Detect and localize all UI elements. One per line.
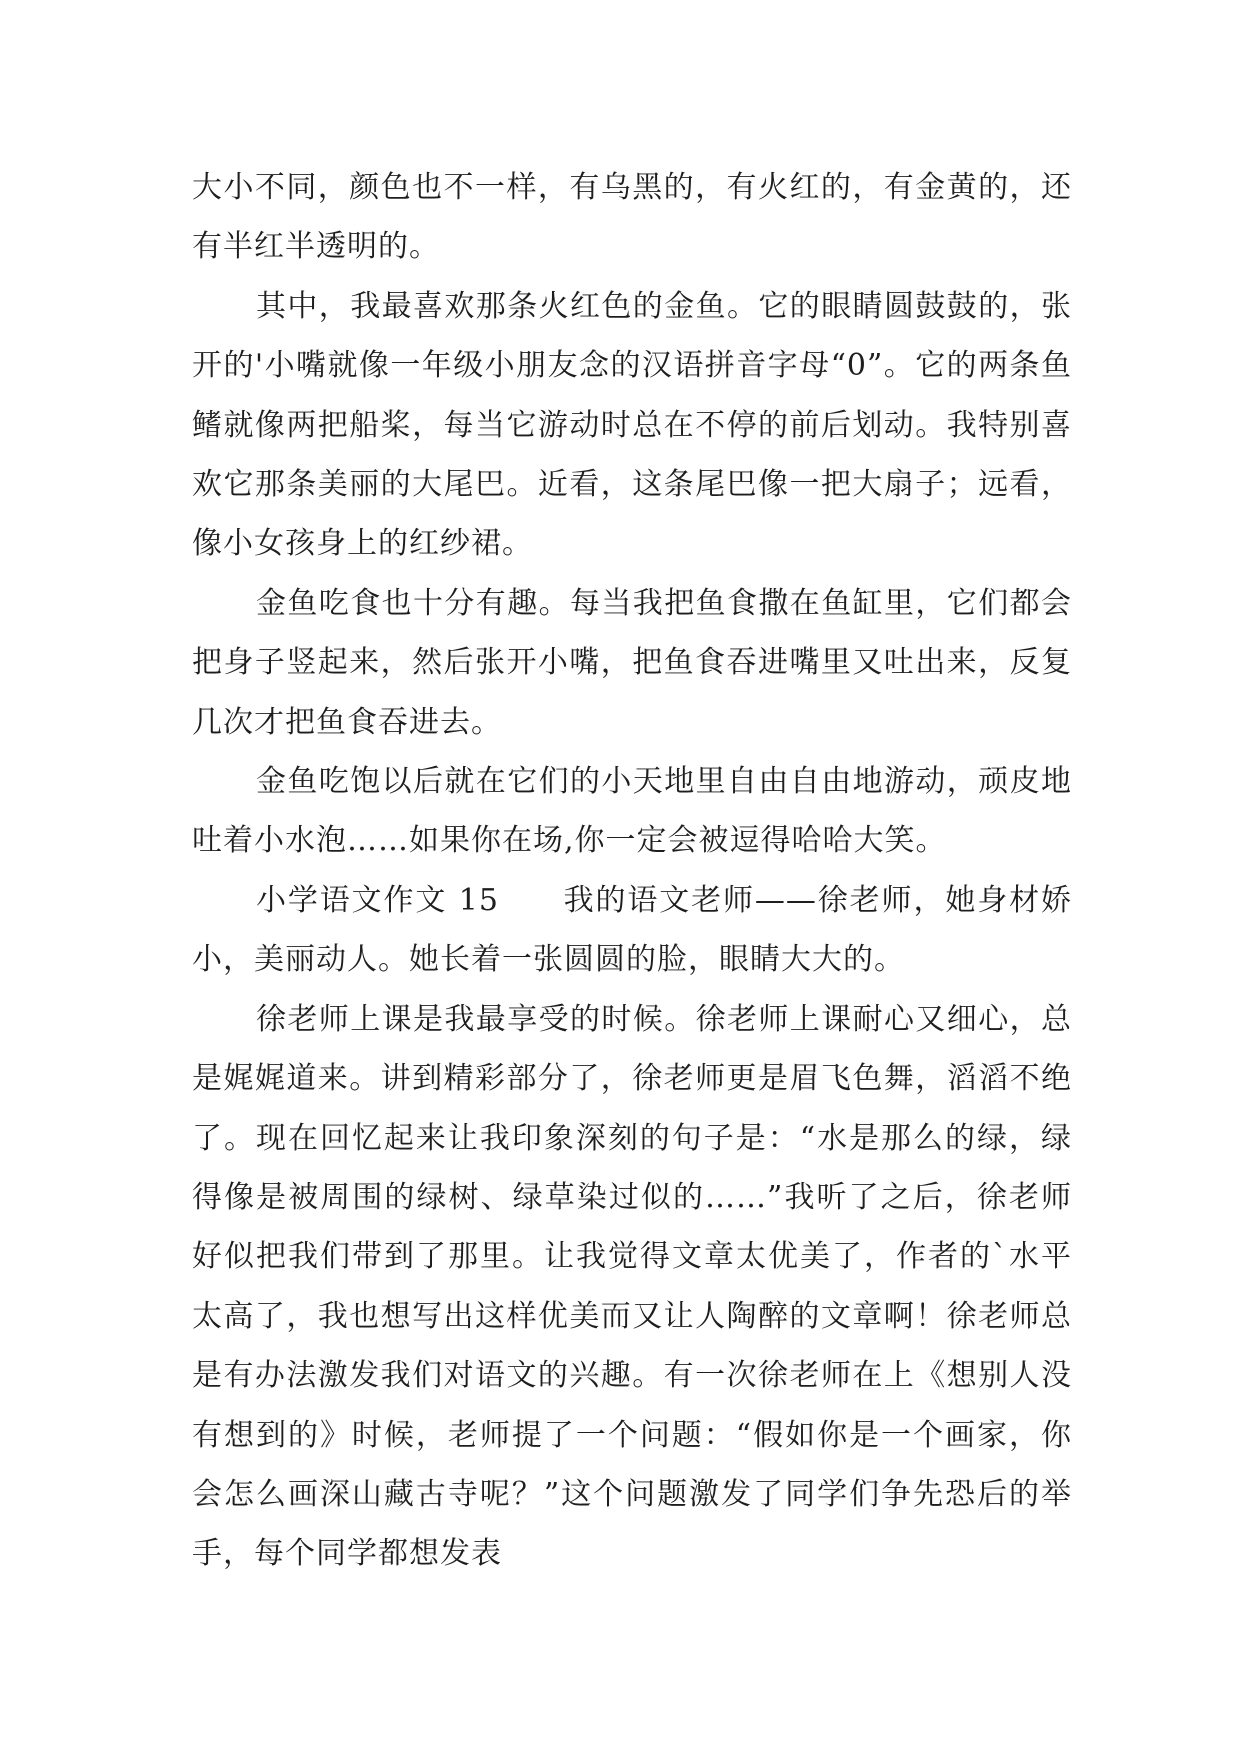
paragraph-5: 小学语文作文 15 我的语文老师——徐老师，她身材娇小，美丽动人。她长着一张圆圆的脸，眼睛大大的。 (192, 882, 1072, 978)
paragraph-1: 大小不同，颜色也不一样，有乌黑的，有火红的，有金黄的，还有半红半透明的。 (192, 170, 1072, 265)
paragraph-4: 金鱼吃饱以后就在它们的小天地里自由自由地游动，顽皮地吐着小水泡……如果你在场,你一定会被逗得哈哈大笑。 (192, 764, 1072, 859)
paragraph-3: 金鱼吃食也十分有趣。每当我把鱼食撒在鱼缸里，它们都会把身子竖起来，然后张开小嘴，把鱼食吞进嘴里又吐出来，反复几次才把鱼食吞进去。 (192, 585, 1072, 740)
paragraph-6: 徐老师上课是我最享受的时候。徐老师上课耐心又细心，总是娓娓道来。讲到精彩部分了，徐老师更是眉飞色舞，滔滔不绝了。现在回忆起来让我印象深刻的句子是：“水是那么的绿，绿得像是被周围的绿树、绿草染过似的……”我听了之后，徐老师好似把我们带到了那里。让我觉得文章太优美了，作者的`水平太高了，我也想写出这样优美而又让人陶醉的文章啊！徐老师总是有办法激发我们对语文的兴趣。有一次徐老师在上《想别人没有想到的》时候，老师提了一个问题：“假如你是一个画家，你会怎么画深山藏古寺呢？”这个问题激发了同学们争先恐后的举手，每个同学都想发表 (192, 1001, 1072, 1572)
paragraph-2: 其中，我最喜欢那条火红色的金鱼。它的眼睛圆鼓鼓的，张开的'小嘴就像一年级小朋友念的汉语拼音字母“0”。它的两条鱼鳍就像两把船桨，每当它游动时总在不停的前后划动。我特别喜欢它那条美丽的大尾巴。近看，这条尾巴像一把大扇子；远看，像小女孩身上的红纱裙。 (192, 288, 1072, 562)
document-body (192, 158, 1072, 1584)
